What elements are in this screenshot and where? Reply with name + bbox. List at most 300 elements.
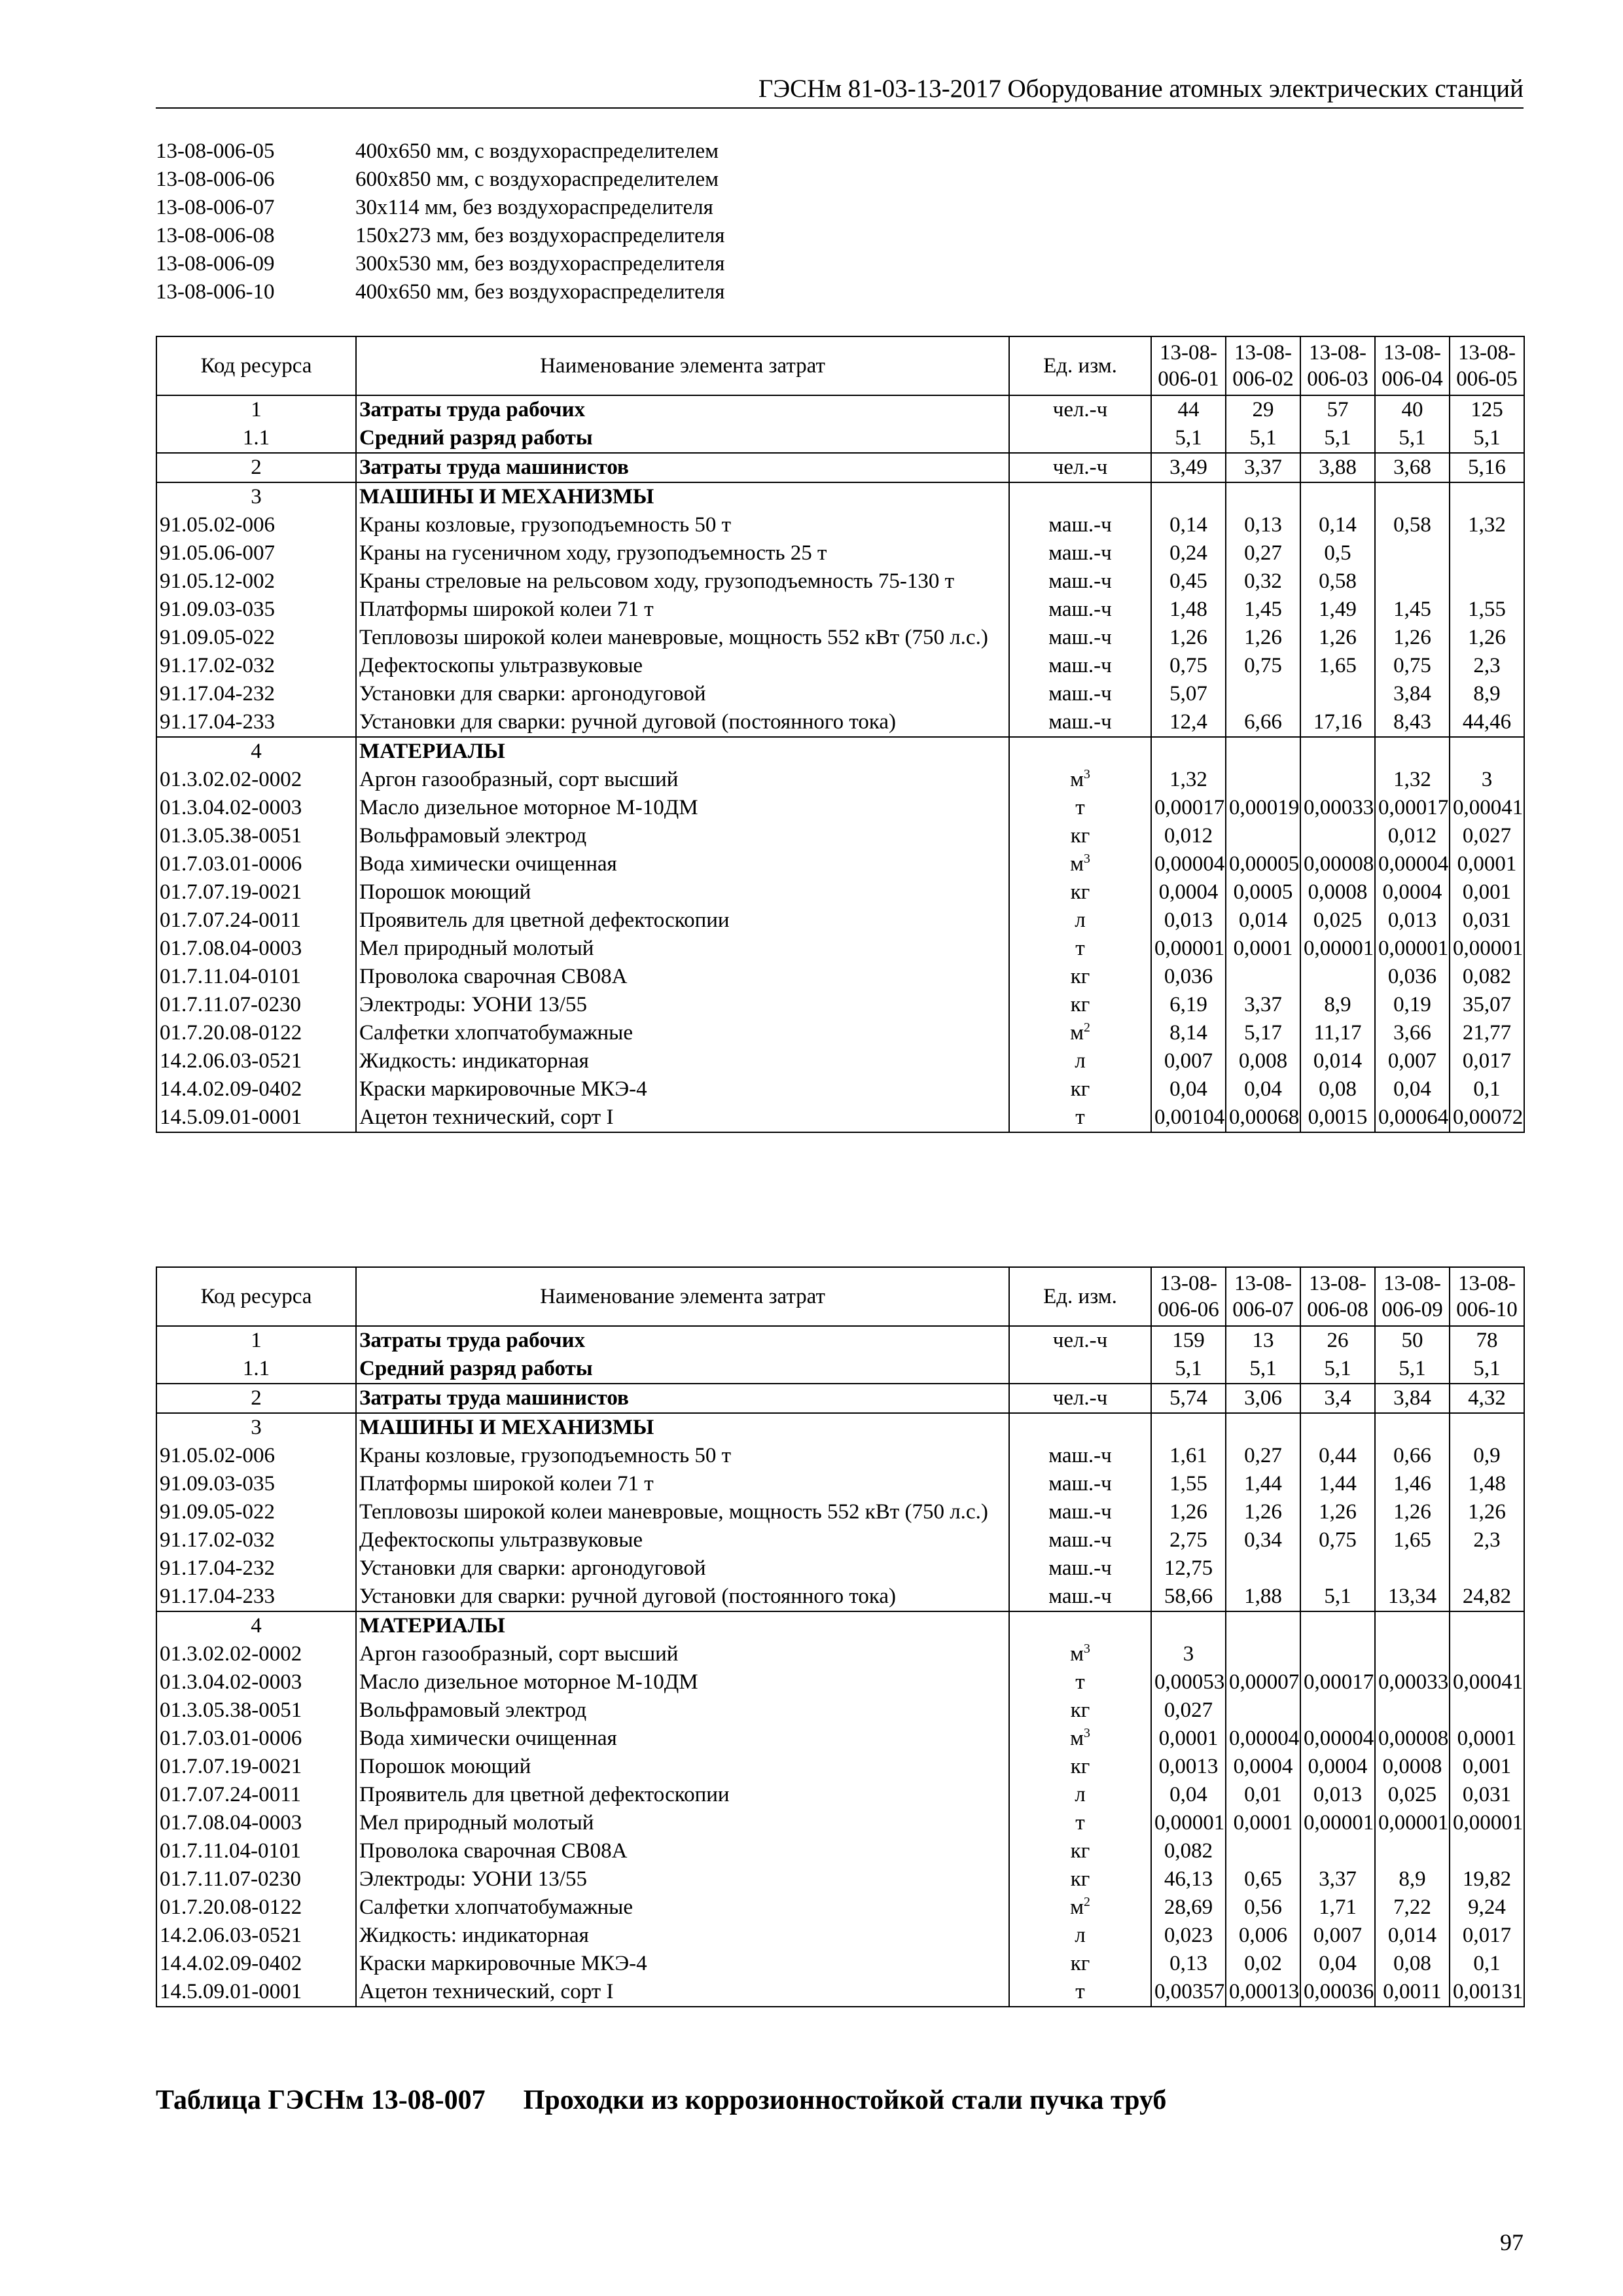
norm-value: 1,32 — [1375, 766, 1450, 794]
cost-element-name: Краны на гусеничном ходу, грузоподъемность 25 т — [356, 539, 1009, 567]
resource-code: 01.3.05.38-0051 — [156, 1696, 356, 1725]
norm-value — [1450, 1611, 1524, 1640]
norm-value: 0,1 — [1450, 1075, 1524, 1103]
table-row — [156, 878, 1524, 906]
norm-value: 21,77 — [1450, 1019, 1524, 1047]
norm-value — [1300, 680, 1375, 708]
norm-value: 5,1 — [1300, 1583, 1375, 1611]
norm-value: 0,00008 — [1300, 850, 1375, 878]
resource-code: 91.05.06-007 — [156, 539, 356, 567]
code-description: 300x530 мм, без воздухораспределителя — [355, 252, 725, 276]
cost-element-name: Электроды: УОНИ 13/55 — [356, 991, 1009, 1019]
unit-cell — [1009, 1019, 1151, 1047]
unit-cell — [1009, 1837, 1151, 1865]
norm-value: 0,00033 — [1300, 794, 1375, 822]
resource-code: 91.09.05-022 — [156, 1498, 356, 1526]
norm-value: 0,082 — [1450, 963, 1524, 991]
table-row — [156, 652, 1524, 680]
unit-text: чел.-ч — [1052, 1386, 1108, 1410]
norm-value: 5,1 — [1375, 1355, 1450, 1384]
norm-value: 1,88 — [1226, 1583, 1300, 1611]
norm-value: 28,69 — [1151, 1893, 1226, 1922]
cost-element-name: Платформы широкой колеи 71 т — [356, 1470, 1009, 1498]
unit-cell — [1009, 395, 1151, 424]
norm-value: 1,32 — [1151, 766, 1226, 794]
norm-value: 12,4 — [1151, 708, 1226, 737]
norm-value: 3 — [1450, 766, 1524, 794]
unit-text: кг — [1070, 880, 1090, 904]
table-row — [156, 1696, 1524, 1725]
table-row — [156, 991, 1524, 1019]
cost-element-name: Установки для сварки: аргонодуговой — [356, 680, 1009, 708]
table-row — [156, 1893, 1524, 1922]
norm-value: 5,07 — [1151, 680, 1226, 708]
cost-element-name: Затраты труда машинистов — [356, 1384, 1009, 1413]
table-row — [156, 424, 1524, 453]
norm-value: 0,0004 — [1300, 1753, 1375, 1781]
norm-value: 3,88 — [1300, 453, 1375, 482]
unit-exponent: 2 — [1084, 1020, 1090, 1035]
norm-value: 0,0008 — [1300, 878, 1375, 906]
unit-text: кг — [1070, 1698, 1090, 1722]
unit-text: т — [1075, 1811, 1085, 1835]
table-row — [156, 906, 1524, 935]
norm-value: 0,14 — [1151, 511, 1226, 539]
cost-element-name: Аргон газообразный, сорт высший — [356, 766, 1009, 794]
unit-cell — [1009, 1668, 1151, 1696]
norm-value — [1300, 1640, 1375, 1668]
code: 13-08-006-09 — [156, 252, 275, 276]
resource-code: 01.7.03.01-0006 — [156, 1725, 356, 1753]
column-header-norm: 13-08- 006-02 — [1226, 336, 1300, 395]
cost-element-name: Масло дизельное моторное М-10ДМ — [356, 794, 1009, 822]
norm-value: 1,46 — [1375, 1470, 1450, 1498]
norm-value: 0,04 — [1375, 1075, 1450, 1103]
table-caption — [156, 2085, 1166, 2116]
norm-value: 0,00041 — [1450, 1668, 1524, 1696]
norm-value — [1375, 1611, 1450, 1640]
norm-value: 0,04 — [1300, 1950, 1375, 1978]
code-row — [156, 194, 724, 222]
norm-value: 159 — [1151, 1326, 1226, 1355]
unit-text: чел.-ч — [1052, 456, 1108, 479]
unit-text: кг — [1070, 965, 1090, 988]
unit-text: л — [1075, 1924, 1086, 1947]
norm-value — [1450, 1696, 1524, 1725]
table-row — [156, 737, 1524, 766]
unit-text: т — [1075, 1670, 1085, 1694]
cost-element-name: Салфетки хлопчатобумажные — [356, 1893, 1009, 1922]
norm-value: 0,1 — [1450, 1950, 1524, 1978]
unit-cell — [1009, 963, 1151, 991]
norm-value: 8,43 — [1375, 708, 1450, 737]
norm-value: 0,00013 — [1226, 1978, 1300, 2007]
cost-element-name: Жидкость: индикаторная — [356, 1922, 1009, 1950]
norm-value: 0,45 — [1151, 567, 1226, 596]
table-row — [156, 1583, 1524, 1611]
resource-code: 14.4.02.09-0402 — [156, 1075, 356, 1103]
resource-code: 14.2.06.03-0521 — [156, 1922, 356, 1950]
unit-text: л — [1075, 908, 1086, 932]
unit-cell — [1009, 1753, 1151, 1781]
cost-element-name: Дефектоскопы ультразвуковые — [356, 652, 1009, 680]
caption-label: Таблица ГЭСНм 13-08-007 — [156, 2085, 486, 2115]
norm-value: 0,023 — [1151, 1922, 1226, 1950]
cost-element-name: Порошок моющий — [356, 1753, 1009, 1781]
unit-cell — [1009, 511, 1151, 539]
code: 13-08-006-06 — [156, 168, 275, 191]
norm-value: 0,00068 — [1226, 1103, 1300, 1132]
resource-code: 1 — [156, 1326, 356, 1355]
norm-value — [1300, 737, 1375, 766]
norm-value: 0,031 — [1450, 906, 1524, 935]
norm-value — [1226, 1640, 1300, 1668]
unit-cell — [1009, 794, 1151, 822]
norm-value: 0,00104 — [1151, 1103, 1226, 1132]
table-row — [156, 567, 1524, 596]
cost-element-name: Салфетки хлопчатобумажные — [356, 1019, 1009, 1047]
norm-value — [1300, 1554, 1375, 1583]
norm-value: 7,22 — [1375, 1893, 1450, 1922]
norm-value — [1226, 1611, 1300, 1640]
norm-value — [1450, 1640, 1524, 1668]
code-description: 400x650 мм, без воздухораспределителя — [355, 280, 725, 304]
norm-value: 13 — [1226, 1326, 1300, 1355]
norm-value: 5,16 — [1450, 453, 1524, 482]
table-row — [156, 1103, 1524, 1132]
norm-value: 8,9 — [1300, 991, 1375, 1019]
unit-cell — [1009, 1442, 1151, 1470]
cost-element-name: Краски маркировочные МКЭ-4 — [356, 1075, 1009, 1103]
resource-code: 91.17.04-233 — [156, 708, 356, 737]
norm-value: 50 — [1375, 1326, 1450, 1355]
resource-code: 2 — [156, 1384, 356, 1413]
cost-element-name: Жидкость: индикаторная — [356, 1047, 1009, 1075]
unit-cell — [1009, 1922, 1151, 1950]
norm-value: 3,37 — [1300, 1865, 1375, 1893]
norm-value: 3,06 — [1226, 1384, 1300, 1413]
norm-value — [1375, 1640, 1450, 1668]
norm-value: 0,00001 — [1450, 935, 1524, 963]
norm-value: 0,008 — [1226, 1047, 1300, 1075]
norm-value: 0,75 — [1151, 652, 1226, 680]
norm-value: 0,9 — [1450, 1442, 1524, 1470]
norm-value: 1,26 — [1226, 1498, 1300, 1526]
norm-value: 0,0001 — [1226, 1809, 1300, 1837]
table-row — [156, 624, 1524, 652]
unit-cell — [1009, 624, 1151, 652]
table-row — [156, 850, 1524, 878]
norm-value: 2,75 — [1151, 1526, 1226, 1554]
norm-value: 0,00001 — [1300, 935, 1375, 963]
resource-code: 01.3.05.38-0051 — [156, 822, 356, 850]
table-row — [156, 1809, 1524, 1837]
norm-value: 0,00001 — [1450, 1809, 1524, 1837]
norm-value — [1226, 1837, 1300, 1865]
table-row — [156, 1470, 1524, 1498]
resource-code: 14.5.09.01-0001 — [156, 1103, 356, 1132]
code: 13-08-006-07 — [156, 196, 275, 219]
norm-value: 0,031 — [1450, 1781, 1524, 1809]
norm-value: 0,00053 — [1151, 1668, 1226, 1696]
norm-value: 0,58 — [1300, 567, 1375, 596]
norm-value — [1300, 1413, 1375, 1442]
norm-value: 0,24 — [1151, 539, 1226, 567]
norm-value: 0,007 — [1375, 1047, 1450, 1075]
resource-code: 01.3.02.02-0002 — [156, 766, 356, 794]
cost-element-name: Краски маркировочные МКЭ-4 — [356, 1950, 1009, 1978]
norm-value: 0,19 — [1375, 991, 1450, 1019]
table-row — [156, 1075, 1524, 1103]
unit-cell — [1009, 1355, 1151, 1384]
resource-code: 14.2.06.03-0521 — [156, 1047, 356, 1075]
unit-cell — [1009, 822, 1151, 850]
unit-text: т — [1075, 796, 1085, 819]
unit-cell — [1009, 482, 1151, 511]
norm-value: 1,55 — [1151, 1470, 1226, 1498]
column-header-norm: 13-08- 006-06 — [1151, 1267, 1226, 1326]
unit-cell — [1009, 906, 1151, 935]
norm-value: 0,01 — [1226, 1781, 1300, 1809]
norm-value: 0,44 — [1300, 1442, 1375, 1470]
unit-text: маш.-ч — [1048, 569, 1112, 593]
norm-value: 0,00357 — [1151, 1978, 1226, 2007]
norm-value: 0,001 — [1450, 878, 1524, 906]
norm-value: 24,82 — [1450, 1583, 1524, 1611]
norm-value: 26 — [1300, 1326, 1375, 1355]
resource-code: 01.7.11.07-0230 — [156, 991, 356, 1019]
norm-value — [1151, 1611, 1226, 1640]
norm-value — [1450, 1554, 1524, 1583]
header-row — [156, 1267, 1524, 1326]
unit-cell — [1009, 1554, 1151, 1583]
cost-element-name: Вольфрамовый электрод — [356, 1696, 1009, 1725]
cost-element-name: Вода химически очищенная — [356, 850, 1009, 878]
norm-value — [1450, 1837, 1524, 1865]
norm-value: 0,00001 — [1151, 935, 1226, 963]
norm-value: 0,025 — [1375, 1781, 1450, 1809]
unit-text: маш.-ч — [1048, 513, 1112, 537]
norm-value: 5,17 — [1226, 1019, 1300, 1047]
code-description: 30x114 мм, без воздухораспределителя — [355, 196, 713, 219]
norm-value: 0,007 — [1151, 1047, 1226, 1075]
norm-value: 0,08 — [1300, 1075, 1375, 1103]
unit-text: кг — [1070, 1952, 1090, 1975]
code-description: 600x850 мм, с воздухораспределителем — [355, 168, 719, 191]
norm-value: 0,00004 — [1300, 1725, 1375, 1753]
table-row — [156, 963, 1524, 991]
norm-value: 0,14 — [1300, 511, 1375, 539]
norm-value: 5,1 — [1226, 1355, 1300, 1384]
unit-text: м — [1070, 1895, 1084, 1919]
norm-value: 0,012 — [1151, 822, 1226, 850]
table-row — [156, 395, 1524, 424]
resource-code: 01.7.03.01-0006 — [156, 850, 356, 878]
norm-value: 0,014 — [1375, 1922, 1450, 1950]
norm-value: 0,27 — [1226, 1442, 1300, 1470]
column-header-unit: Ед. изм. — [1009, 336, 1151, 395]
table-row — [156, 539, 1524, 567]
unit-cell — [1009, 1809, 1151, 1837]
column-header-norm: 13-08- 006-04 — [1375, 336, 1450, 395]
unit-text: л — [1075, 1783, 1086, 1806]
table-row — [156, 708, 1524, 737]
unit-text: маш.-ч — [1048, 1585, 1112, 1608]
norm-value: 0,04 — [1151, 1781, 1226, 1809]
norm-value: 0,02 — [1226, 1950, 1300, 1978]
norm-value: 9,24 — [1450, 1893, 1524, 1922]
cost-element-name: Тепловозы широкой колеи маневровые, мощность 552 кВт (750 л.с.) — [356, 1498, 1009, 1526]
column-header-name: Наименование элемента затрат — [356, 1267, 1009, 1326]
cost-element-name: Масло дизельное моторное М-10ДМ — [356, 1668, 1009, 1696]
norm-value: 2,3 — [1450, 652, 1524, 680]
resource-code: 01.7.11.04-0101 — [156, 963, 356, 991]
norm-value: 11,17 — [1300, 1019, 1375, 1047]
norm-value: 0,025 — [1300, 906, 1375, 935]
code-row — [156, 166, 724, 194]
unit-text: маш.-ч — [1048, 1500, 1112, 1524]
norm-value: 3,49 — [1151, 453, 1226, 482]
norm-value: 5,74 — [1151, 1384, 1226, 1413]
norm-value: 3,68 — [1375, 453, 1450, 482]
unit-cell — [1009, 1384, 1151, 1413]
norm-value — [1375, 567, 1450, 596]
resource-code: 01.7.11.04-0101 — [156, 1837, 356, 1865]
code-list — [156, 137, 724, 306]
norm-value: 1,48 — [1151, 596, 1226, 624]
norm-value — [1226, 822, 1300, 850]
norm-value: 3 — [1151, 1640, 1226, 1668]
unit-text: м — [1070, 768, 1084, 791]
resource-code: 01.7.07.19-0021 — [156, 878, 356, 906]
norm-value: 0,0008 — [1375, 1753, 1450, 1781]
cost-element-name: Краны козловые, грузоподъемность 50 т — [356, 511, 1009, 539]
table-row — [156, 1922, 1524, 1950]
unit-cell — [1009, 850, 1151, 878]
norm-value: 6,66 — [1226, 708, 1300, 737]
table-row — [156, 935, 1524, 963]
page-header: ГЭСНм 81-03-13-2017 Оборудование атомных электрических станций — [156, 73, 1524, 109]
unit-cell — [1009, 1047, 1151, 1075]
norm-value: 3,4 — [1300, 1384, 1375, 1413]
table-row — [156, 822, 1524, 850]
unit-cell — [1009, 453, 1151, 482]
norm-value — [1375, 1696, 1450, 1725]
norm-value — [1375, 737, 1450, 766]
norm-value: 0,0001 — [1450, 1725, 1524, 1753]
norm-value: 1,26 — [1151, 624, 1226, 652]
norm-value: 0,00064 — [1375, 1103, 1450, 1132]
unit-cell — [1009, 1950, 1151, 1978]
resource-code: 4 — [156, 737, 356, 766]
norm-value: 0,001 — [1450, 1753, 1524, 1781]
resource-code: 01.3.04.02-0003 — [156, 1668, 356, 1696]
norm-value: 0,0011 — [1375, 1978, 1450, 2007]
norm-value: 44,46 — [1450, 708, 1524, 737]
norm-value: 5,1 — [1300, 1355, 1375, 1384]
norm-value — [1450, 1413, 1524, 1442]
norm-value: 8,9 — [1375, 1865, 1450, 1893]
table-row — [156, 1837, 1524, 1865]
resource-code: 01.3.02.02-0002 — [156, 1640, 356, 1668]
cost-element-name: Установки для сварки: ручной дуговой (постоянного тока) — [356, 708, 1009, 737]
table-row — [156, 511, 1524, 539]
norm-value: 0,00004 — [1375, 850, 1450, 878]
norm-value: 5,1 — [1450, 424, 1524, 453]
norm-value: 46,13 — [1151, 1865, 1226, 1893]
norm-value — [1300, 482, 1375, 511]
norm-value: 0,0013 — [1151, 1753, 1226, 1781]
unit-text: т — [1075, 937, 1085, 960]
norm-value — [1300, 1611, 1375, 1640]
resource-code: 91.17.04-233 — [156, 1583, 356, 1611]
cost-element-name: Электроды: УОНИ 13/55 — [356, 1865, 1009, 1893]
norm-value: 3,84 — [1375, 1384, 1450, 1413]
norm-value: 5,1 — [1375, 424, 1450, 453]
norm-value: 0,00033 — [1375, 1668, 1450, 1696]
norm-value: 0,75 — [1226, 652, 1300, 680]
unit-text: м — [1070, 1727, 1084, 1750]
unit-cell — [1009, 737, 1151, 766]
norm-value — [1226, 963, 1300, 991]
unit-exponent: 3 — [1084, 767, 1090, 781]
norm-value: 6,19 — [1151, 991, 1226, 1019]
resource-code: 1.1 — [156, 424, 356, 453]
norm-value: 0,00017 — [1300, 1668, 1375, 1696]
norm-value: 1,55 — [1450, 596, 1524, 624]
unit-text: м — [1070, 1642, 1084, 1666]
norm-value: 0,5 — [1300, 539, 1375, 567]
unit-text: л — [1075, 1049, 1086, 1073]
unit-cell — [1009, 539, 1151, 567]
column-header-norm: 13-08- 006-07 — [1226, 1267, 1300, 1326]
column-header-norm: 13-08- 006-03 — [1300, 336, 1375, 395]
table-row — [156, 1781, 1524, 1809]
unit-cell — [1009, 1413, 1151, 1442]
unit-cell — [1009, 1640, 1151, 1668]
column-header-norm: 13-08- 006-10 — [1450, 1267, 1524, 1326]
resource-code: 1 — [156, 395, 356, 424]
cost-element-name: Краны козловые, грузоподъемность 50 т — [356, 1442, 1009, 1470]
norm-value: 0,007 — [1300, 1922, 1375, 1950]
unit-text: маш.-ч — [1048, 1472, 1112, 1496]
column-header-code: Код ресурса — [156, 1267, 356, 1326]
unit-cell — [1009, 1725, 1151, 1753]
norm-value: 58,66 — [1151, 1583, 1226, 1611]
norm-value: 0,0004 — [1151, 878, 1226, 906]
column-header-code: Код ресурса — [156, 336, 356, 395]
norm-value: 0,014 — [1226, 906, 1300, 935]
norm-value: 1,44 — [1300, 1470, 1375, 1498]
norm-value: 5,1 — [1226, 424, 1300, 453]
code-row — [156, 250, 724, 278]
norm-value: 0,0004 — [1375, 878, 1450, 906]
norm-value: 0,0001 — [1450, 850, 1524, 878]
resource-code: 91.09.03-035 — [156, 1470, 356, 1498]
norm-value: 1,32 — [1450, 511, 1524, 539]
norm-value — [1226, 680, 1300, 708]
norm-value — [1226, 1696, 1300, 1725]
resource-code: 01.7.07.19-0021 — [156, 1753, 356, 1781]
norm-value: 12,75 — [1151, 1554, 1226, 1583]
norm-value: 1,65 — [1375, 1526, 1450, 1554]
cost-element-name: Средний разряд работы — [356, 424, 1009, 453]
unit-text: т — [1075, 1105, 1085, 1129]
resource-code: 01.3.04.02-0003 — [156, 794, 356, 822]
norm-value — [1226, 766, 1300, 794]
norm-value: 0,014 — [1300, 1047, 1375, 1075]
resource-code: 01.7.07.24-0011 — [156, 906, 356, 935]
